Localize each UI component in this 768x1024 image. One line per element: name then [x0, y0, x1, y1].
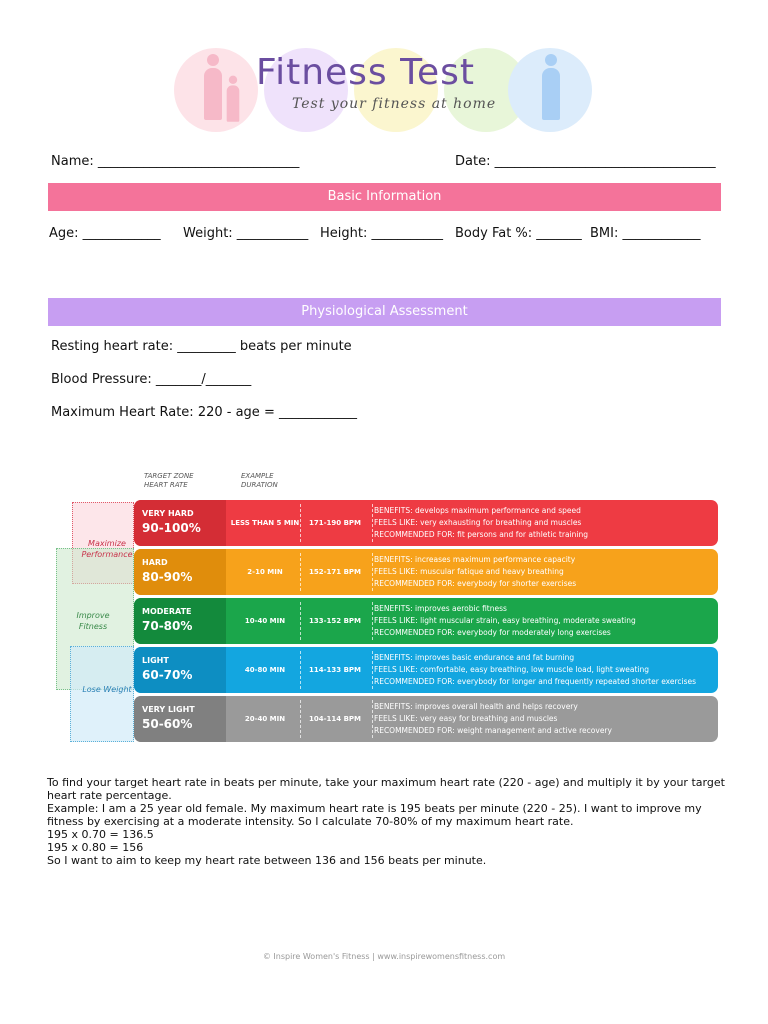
explanation-line: 195 x 0.70 = 136.5 — [47, 828, 154, 841]
maximize-performance-label: Maximize Performance — [81, 539, 133, 559]
col-header-zone: TARGET ZONE HEART RATE — [144, 472, 194, 489]
zone-name: HARD — [142, 558, 168, 567]
zone-divider — [372, 700, 373, 738]
zone-row — [134, 549, 718, 595]
zone-row — [134, 598, 718, 644]
resting-hr-field[interactable]: Resting heart rate: _________ beats per minute — [51, 339, 352, 354]
zone-description — [374, 505, 714, 541]
zone-bpm: 114-133 BPM — [309, 666, 361, 674]
zone-divider — [300, 504, 301, 542]
zone-row — [134, 696, 718, 742]
zone-divider — [372, 602, 373, 640]
zone-percent: 50-60% — [142, 717, 193, 731]
zone-feels: FEELS LIKE: comfortable, easy breathing, low muscle load, light sweating — [374, 665, 650, 674]
bmi-field[interactable]: BMI: ____________ — [590, 226, 701, 241]
page-title: Fitness Test — [256, 52, 476, 93]
date-field[interactable]: Date: __________________________________ — [455, 154, 716, 169]
zone-bpm: 133-152 BPM — [309, 617, 361, 625]
zone-divider — [300, 700, 301, 738]
child-figure-icon — [223, 76, 244, 126]
zone-description — [374, 554, 714, 590]
zone-duration: LESS THAN 5 MIN — [230, 518, 300, 527]
zone-name: VERY HARD — [142, 509, 194, 518]
zone-name: MODERATE — [142, 607, 192, 616]
zone-divider — [372, 651, 373, 689]
zone-bpm: 152-171 BPM — [309, 568, 361, 576]
zone-description — [374, 701, 714, 737]
zone-feels: FEELS LIKE: very exhausting for breathing and muscles — [374, 518, 582, 527]
zone-description — [374, 603, 714, 639]
zone-divider — [372, 553, 373, 591]
lose-weight-label: Lose Weight — [82, 685, 132, 694]
zone-benefits: BENEFITS: increases maximum performance capacity — [374, 555, 576, 564]
zone-recommended: RECOMMENDED FOR: everybody for longer and frequently repeated shorter exercises — [374, 677, 697, 686]
heart-rate-zone-chart — [48, 466, 722, 748]
explanation-line: Example: I am a 25 year old female. My maximum heart rate is 195 beats per minute (220 - 25). I want to improve my fitness by exercising at a moderate intensity. So I calculate 70-80% of my maximum heart rate. — [47, 802, 702, 828]
blood-pressure-field[interactable]: Blood Pressure: _______/_______ — [51, 372, 252, 387]
zone-recommended: RECOMMENDED FOR: weight management and active recovery — [374, 726, 612, 735]
page-subtitle: Test your fitness at home — [292, 96, 497, 112]
name-field[interactable]: Name: _______________________________ — [51, 154, 300, 169]
zone-divider — [300, 651, 301, 689]
zone-recommended: RECOMMENDED FOR: fit persons and for athletic training — [374, 530, 588, 539]
man-figure-icon — [536, 54, 566, 126]
zone-divider — [300, 602, 301, 640]
zone-benefits: BENEFITS: develops maximum performance and speed — [374, 506, 581, 515]
explanation-line: To find your target heart rate in beats per minute, take your maximum heart rate (220 - age) and multiply it by your target heart rate percentage. — [47, 776, 725, 802]
zone-description — [374, 652, 714, 688]
explanation-line: So I want to aim to keep my heart rate between 136 and 156 beats per minute. — [47, 854, 487, 867]
zone-duration: 40-80 MIN — [244, 665, 286, 674]
zone-percent: 80-90% — [142, 570, 193, 584]
zone-duration: 10-40 MIN — [244, 616, 286, 625]
footer: © Inspire Women's Fitness | www.inspirewomensfitness.com — [262, 952, 506, 961]
improve-fitness-label: Improve Fitness — [76, 611, 110, 631]
zone-row — [134, 500, 718, 546]
zone-percent: 90-100% — [142, 521, 201, 535]
zone-bpm: 104-114 BPM — [309, 715, 361, 723]
zone-duration: 20-40 MIN — [244, 714, 286, 723]
physio-heading: Physiological Assessment — [48, 298, 721, 326]
zone-feels: FEELS LIKE: very easy for breathing and muscles — [374, 714, 558, 723]
explanation-text — [47, 776, 727, 867]
zone-recommended: RECOMMENDED FOR: everybody for moderately long exercises — [374, 628, 611, 637]
zone-duration: 2-10 MIN — [247, 567, 283, 576]
weight-field[interactable]: Weight: ___________ — [183, 226, 309, 241]
zone-benefits: BENEFITS: improves basic endurance and fat burning — [374, 653, 575, 662]
age-field[interactable]: Age: ____________ — [49, 226, 161, 241]
zone-name: VERY LIGHT — [142, 705, 195, 714]
zone-bpm: 171-190 BPM — [309, 519, 361, 527]
col-header-duration: EXAMPLE DURATION — [241, 472, 278, 489]
zone-feels: FEELS LIKE: muscular fatique and heavy breathing — [374, 567, 564, 576]
basic-info-heading: Basic Information — [48, 183, 721, 211]
height-field[interactable]: Height: ___________ — [320, 226, 443, 241]
zone-row — [134, 647, 718, 693]
zone-recommended: RECOMMENDED FOR: everybody for shorter exercises — [374, 579, 577, 588]
zone-percent: 70-80% — [142, 619, 193, 633]
explanation-line: 195 x 0.80 = 156 — [47, 841, 144, 854]
zone-divider — [300, 553, 301, 591]
bodyfat-field[interactable]: Body Fat %: _______ — [455, 226, 582, 241]
zone-name: LIGHT — [142, 656, 169, 665]
zone-percent: 60-70% — [142, 668, 193, 682]
zone-divider — [372, 504, 373, 542]
zone-benefits: BENEFITS: improves aerobic fitness — [374, 604, 507, 613]
zone-feels: FEELS LIKE: light muscular strain, easy breathing, moderate sweating — [374, 616, 636, 625]
max-hr-field[interactable]: Maximum Heart Rate: 220 - age = ____________ — [51, 405, 357, 420]
zone-benefits: BENEFITS: improves overall health and helps recovery — [374, 702, 578, 711]
